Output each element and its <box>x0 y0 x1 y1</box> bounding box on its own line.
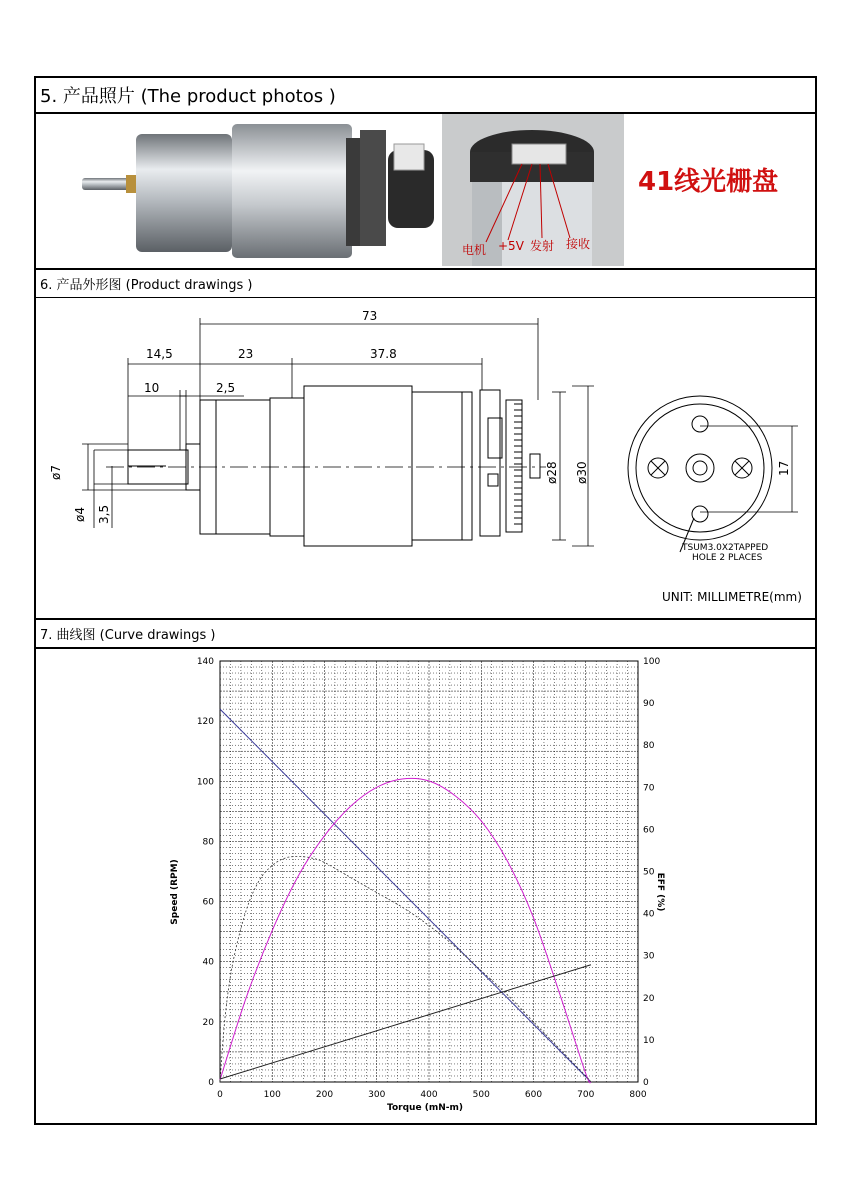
x-tick-label: 200 <box>315 1090 334 1100</box>
product-photo-encoder <box>442 114 624 266</box>
y2-tick-label: 40 <box>643 909 655 920</box>
grating-label-box <box>634 160 810 200</box>
y2-tick-label: 20 <box>643 993 655 1004</box>
y-tick-label: 60 <box>202 897 214 908</box>
chart-grid <box>220 661 638 1082</box>
y-tick-label: 100 <box>196 777 214 788</box>
dim-motor-len: 37.8 <box>370 347 397 361</box>
dim-flat-depth: 3,5 <box>97 504 111 524</box>
wire-label-5v: +5V <box>498 239 524 253</box>
series-line-efficiency <box>220 778 591 1082</box>
thread-note-2: HOLE 2 PLACES <box>692 553 763 563</box>
thread-note-1: TSUM3.0X2TAPPED <box>682 543 769 553</box>
x-tick-label: 0 <box>217 1090 223 1100</box>
y2-tick-label: 30 <box>643 951 655 962</box>
y2-tick-label: 70 <box>643 783 655 794</box>
dim-flat-len: 10 <box>144 381 160 395</box>
y-tick-label: 120 <box>196 717 214 728</box>
x-tick-label: 700 <box>577 1090 595 1100</box>
wire-label-motor: 电机 <box>462 243 487 257</box>
y2-tick-label: 80 <box>643 741 655 752</box>
performance-chart <box>160 652 670 1118</box>
dim-shaft-dia: ø4 <box>73 507 87 522</box>
x-tick-label: 600 <box>524 1090 543 1100</box>
y-tick-label: 140 <box>196 657 214 667</box>
dim-shaft-len: 14,5 <box>146 347 173 361</box>
wire-label-emit: 发射 <box>530 239 555 253</box>
x-axis-label: Torque (mN-m) <box>387 1103 463 1113</box>
dim-encoder-dia: ø30 <box>575 461 589 484</box>
x-tick-label: 500 <box>472 1090 490 1100</box>
y2-tick-label: 10 <box>643 1035 655 1046</box>
end-view <box>628 396 772 552</box>
x-tick-label: 100 <box>263 1090 281 1100</box>
dim-hole-spacing: 17 <box>777 460 791 476</box>
x-tick-label: 300 <box>368 1090 386 1100</box>
chart-ticks <box>197 657 661 1100</box>
product-photo-motor <box>76 120 442 266</box>
y-tick-label: 40 <box>202 957 214 968</box>
dim-shaft-boss-dia: ø7 <box>49 465 63 480</box>
chart-series <box>220 709 591 1083</box>
y2-tick-label: 50 <box>643 867 655 878</box>
dim-gearbox-len: 23 <box>238 347 254 361</box>
y-tick-label: 80 <box>202 837 214 848</box>
section-header-curves <box>34 618 817 649</box>
x-tick-label: 800 <box>629 1090 647 1100</box>
product-drawing <box>36 300 815 616</box>
section-header-photos <box>34 78 817 114</box>
section-header-drawings <box>34 268 817 298</box>
unit-note: UNIT: MILLIMETRE(mm) <box>662 590 802 604</box>
dim-boss-len: 2,5 <box>216 381 236 395</box>
y2-tick-label: 90 <box>643 699 655 710</box>
encoder-teeth <box>514 404 522 524</box>
y2-axis-label: EFF (%) <box>655 872 665 912</box>
drawings-title: 6. 产品外形图 (Product drawings ) <box>40 278 253 293</box>
y-axis-label: Speed (RPM) <box>170 859 180 925</box>
grating-disc-label: 41线光栅盘 <box>638 167 779 197</box>
y2-tick-label: 100 <box>643 657 661 667</box>
y2-tick-label: 0 <box>643 1078 649 1088</box>
x-tick-label: 400 <box>420 1090 438 1100</box>
dim-body-dia: ø28 <box>545 461 559 484</box>
wire-label-receive: 接收 <box>566 237 591 251</box>
dim-overall: 73 <box>362 309 378 323</box>
curves-title: 7. 曲线图 (Curve drawings ) <box>40 628 216 643</box>
series-line-output-power <box>220 856 591 1082</box>
y2-tick-label: 60 <box>643 825 655 836</box>
photos-title: 5. 产品照片 (The product photos ) <box>40 86 336 107</box>
y-tick-label: 0 <box>208 1078 214 1088</box>
y-tick-label: 20 <box>202 1017 214 1028</box>
